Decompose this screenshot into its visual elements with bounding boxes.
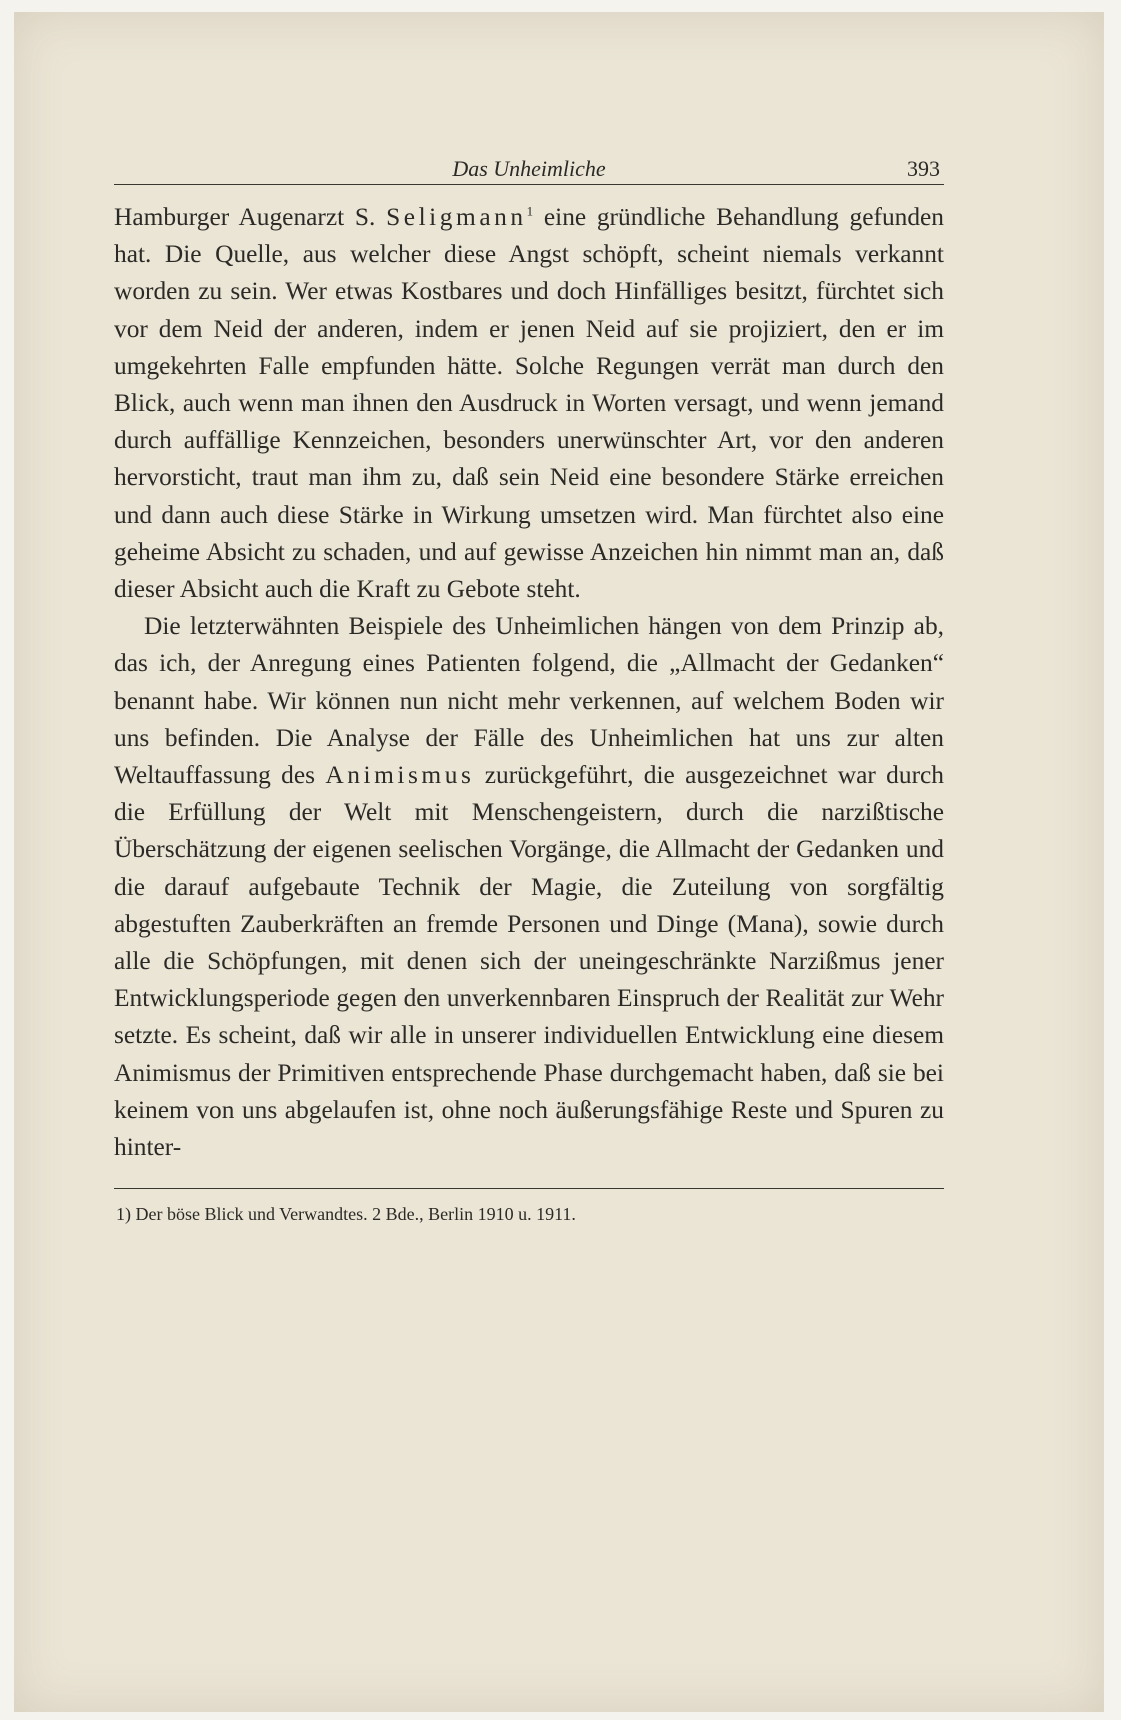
- scanned-page: [14, 12, 1104, 1712]
- paragraph-2-text: zurückgeführt, die ausgezeichnet war durch die Erfüllung der Welt mit Menschengeistern, durch die narzißtische Überschätzung der eigenen seelischen Vorgänge, die Allmacht der Gedanken und die darauf aufgebaute Technik der Magie, die Zuteilung von sorgfältig abgestuften Zauberkräften an fremde Personen und Dinge (Mana), sowie durch alle die Schöpfungen, mit denen sich der uneingeschränkte Narzißmus jener Entwicklungsperiode gegen den unverkennbaren Einspruch der Realität zur Wehr setzte. Es scheint, daß wir alle in unserer individuellen Entwicklung eine diesem Animismus der Primitiven entsprechende Phase durchgemacht haben, daß sie bei keinem von uns abgelaufen ist, ohne noch äußerungsfähige Reste und Spuren zu hinter-: [114, 761, 944, 1162]
- paragraph-1-text: eine gründliche Behandlung gefunden hat. Die Quelle, aus welcher diese Angst schöpft, scheint niemals verkannt worden zu sein. Wer etwas Kostbares und doch Hinfälliges besitzt, fürchtet sich vor dem Neid der anderen, indem er jenen Neid auf sie projiziert, den er im umgekehrten Falle empfunden hätte. Solche Regungen verrät man durch den Blick, auch wenn man ihnen den Ausdruck in Worten versagt, und wenn jemand durch auffällige Kennzeichen, besonders unerwünschter Art, vor den anderen hervorsticht, traut man ihm zu, daß sein Neid eine besondere Stärke erreichen und dann auch diese Stärke in Wirkung umsetzen wird. Man fürchtet also eine geheime Absicht zu schaden, und auf gewisse Anzeichen hin nimmt man an, daß dieser Absicht auch die Kraft zu Gebote steht.: [114, 203, 944, 604]
- paragraph-1: [114, 199, 944, 608]
- page-number: 393: [907, 156, 940, 181]
- paragraph-1-lead: Hamburger Augenarzt S.: [114, 203, 387, 231]
- book-page: [114, 152, 944, 1227]
- page-header: [114, 152, 944, 185]
- running-title: Das Unheimliche: [452, 156, 606, 181]
- paragraph-2-lead: Die letzterwähnten Beispiele des Unheimlichen hängen von dem Prinzip ab, das ich, der Anregung eines Patienten folgend, die „Allmacht der Gedanken“ benannt habe. Wir können nun nicht mehr verkennen, auf welchem Boden wir uns befinden. Die Analyse der Fälle des Unheimlichen hat uns zur alten Weltauffassung des: [114, 612, 944, 790]
- emphasized-term: Animismus: [325, 761, 475, 790]
- footnote: 1) Der böse Blick und Verwandtes. 2 Bde., Berlin 1910 u. 1911.: [116, 1204, 576, 1225]
- body-text: [114, 199, 944, 1166]
- paragraph-2: [114, 608, 944, 1166]
- author-name: Seligmann: [386, 203, 527, 231]
- footnote-reference: 1: [526, 203, 534, 219]
- footnote-divider: [114, 1188, 944, 1189]
